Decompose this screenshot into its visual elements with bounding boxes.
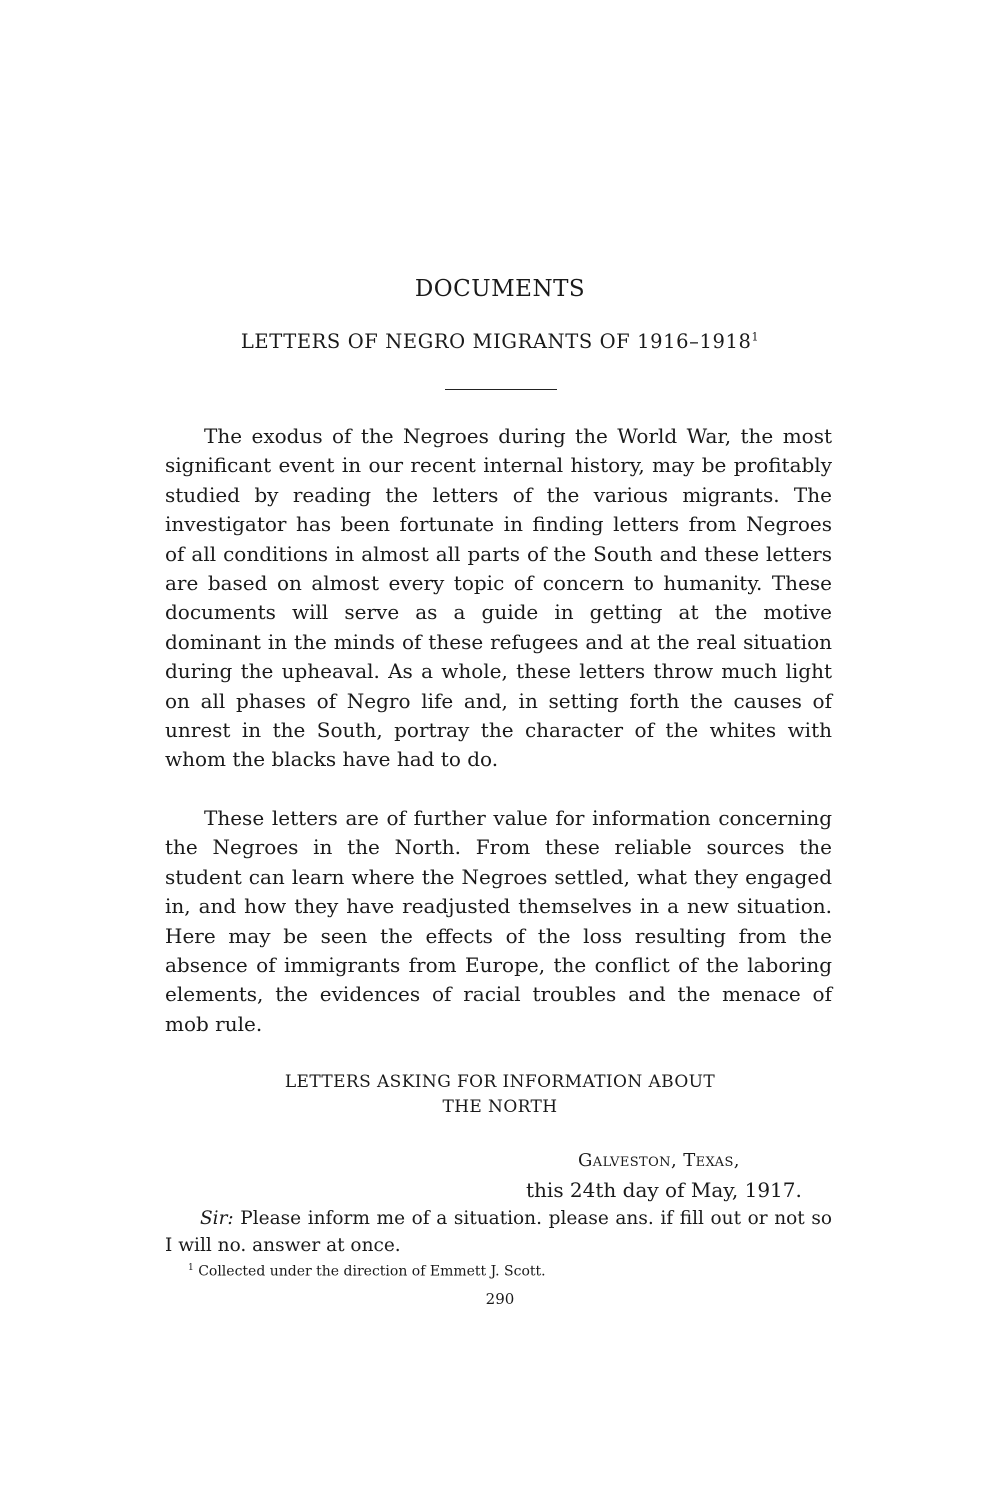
- page-number: 290: [485, 1290, 515, 1308]
- letter-text: Please inform me of a situation. please ans. if fill out or not so I will no. answer at once.: [165, 1208, 832, 1256]
- article-title-text: LETTERS OF NEGRO MIGRANTS OF 1916–1918: [240, 330, 752, 353]
- section-heading-line-2: THE NORTH: [442, 1097, 558, 1117]
- letter-date: this 24th day of May, 1917.: [526, 1178, 802, 1202]
- footnote-text: Collected under the direction of Emmett J. Scott.: [198, 1263, 546, 1280]
- section-heading-line-1: LETTERS ASKING FOR INFORMATION ABOUT: [284, 1072, 716, 1092]
- intro-paragraph-1: The exodus of the Negroes during the World War, the most significant event in our recent internal history, may be profitably studied by reading the letters of the various migrants. The investigator has been fortunate in finding letters from Negroes of all conditions in almost all parts of the South and these letters are based on almost every topic of concern to humanity. These documents will serve as a guide in getting at the motive dominant in the minds of these refugees and at the real situation during the upheaval. As a whole, these letters throw much light on all phases of Negro life and, in setting forth the causes of unrest in the South, portray the character of the whites with whom the blacks have had to do.: [165, 424, 832, 772]
- letter-body: [165, 1205, 832, 1259]
- section-heading: [0, 1070, 1000, 1120]
- title-divider: [445, 389, 557, 390]
- footnote: [188, 1263, 546, 1280]
- intro-paragraph-2: These letters are of further value for information concerning the Negroes in the North. From these reliable sources the student can learn where the Negroes settled, what they engaged in, and how they have readjusted themselves in a new situation. Here may be seen the effects of the loss resulting from the absence of immigrants from Europe, the conflict of the laboring elements, the evidences of racial troubles and the menace of mob rule.: [165, 806, 832, 1036]
- letter-place: Galveston, Texas,: [578, 1150, 740, 1171]
- footnote-marker: 1: [751, 330, 760, 344]
- footnote-number: 1: [188, 1263, 194, 1273]
- article-title: [0, 330, 1000, 353]
- page-title: DOCUMENTS: [414, 276, 586, 302]
- letter-salutation: Sir:: [200, 1208, 234, 1229]
